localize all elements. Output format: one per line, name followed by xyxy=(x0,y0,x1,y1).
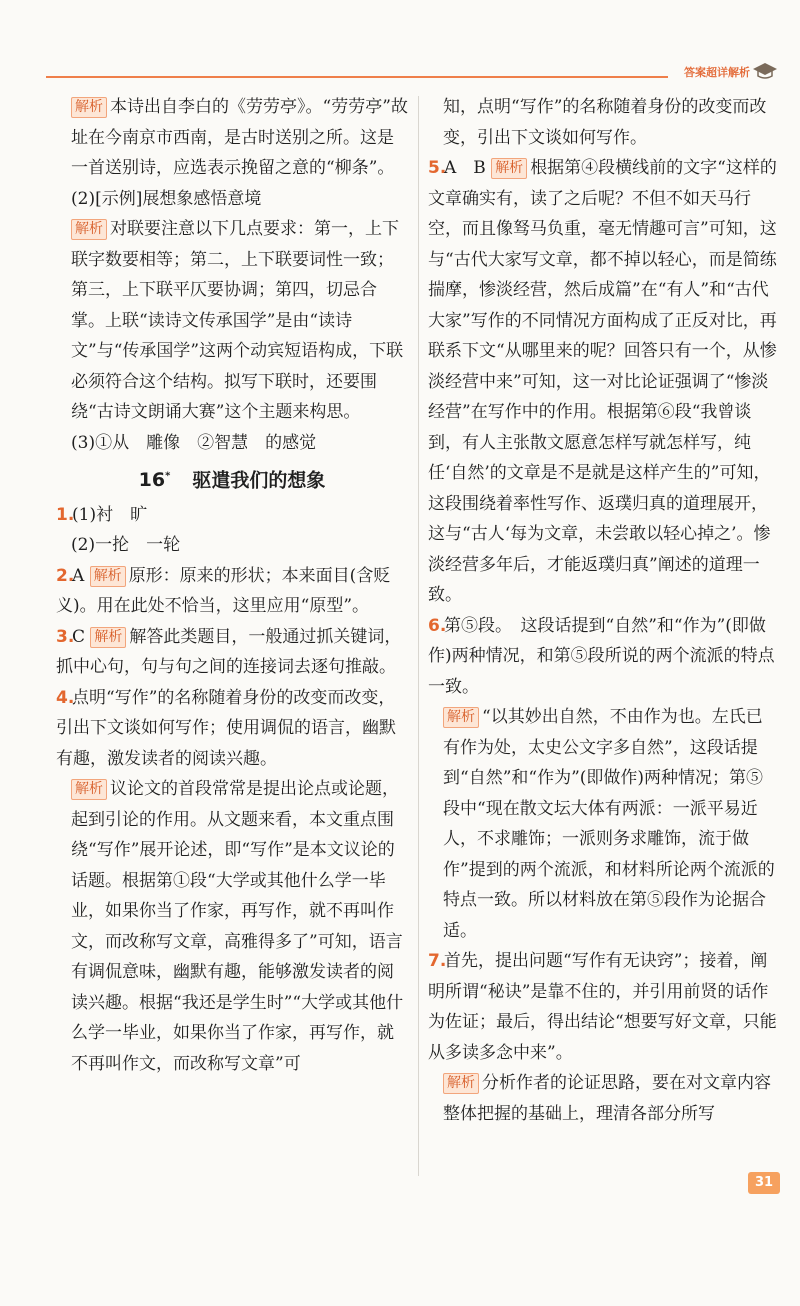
analysis-paragraph: 解析 本诗出自李白的《劳劳亭》。“劳劳亭”故址在今南京市西南，是古时送别之所。这是一首送别诗，应选表示挽留之意的“柳条”。 xyxy=(71,97,408,178)
example-answer: (2)[示例]展想象感悟意境 xyxy=(71,188,262,209)
continued-text: 知，点明“写作”的名称随着身份的改变而改变，引出下文谈如何写作。 xyxy=(443,97,767,148)
analysis-badge: 解析 xyxy=(90,566,126,587)
question-1-part-2: (2)一抡 一轮 xyxy=(71,535,181,556)
analysis-badge: 解析 xyxy=(443,707,479,728)
right-column xyxy=(428,92,778,1129)
graduation-cap-icon xyxy=(752,61,778,81)
lesson-title: 16* 驱遣我们的想象 xyxy=(138,469,326,492)
question-3: 3.C 解析 解答此类题目，一般通过抓关键词，抓中心句，句与句之间的连接词去逐句推敲。 xyxy=(56,626,402,678)
analysis-badge: 解析 xyxy=(491,158,527,179)
question-5: 5.A B 解析 根据第④段横线前的文字“这样的文章确实有，读了之后呢？不但不如天马行空，而且像驽马负重，毫无情趣可言”可知，这与“古代大家写文章，都不掉以轻心，而是简练揣摩，惨淡经营，然后成篇”在“有人”和“古代大家”写作的不同情况方面构成了正反对比，再联系下文“从哪里来的呢？回答只有一个，从惨淡经营中来”可知，这一对比论证强调了“惨淡经营”在写作中的作用。根据第⑥段“我曾谈到，有人主张散文愿意怎样写就怎样写，纯任‘自然’的文章是不是就是这样产生的”可知，这段围绕着率性写作、返璞归真的道理展开，这与“古人‘每为文章，未尝敢以轻心掉之’。惨淡经营多年后，才能返璞归真”阐述的道理一致。 xyxy=(428,158,777,605)
question-7: 7.首先，提出问题“写作有无诀窍”；接着，阐明所谓“秘诀”是靠不住的，并引用前贤的话作为佐证；最后，得出结论“想要写好文章，只能从多读多念中来”。 xyxy=(428,951,777,1063)
page-number: 31 xyxy=(748,1172,780,1194)
question-2: 2.A 解析 原形：原来的形状；本来面目(含贬义)。用在此处不恰当，这里应用“原型”。 xyxy=(56,565,391,617)
left-column xyxy=(56,92,408,1079)
analysis-paragraph: 解析 议论文的首段常常是提出论点或论题，起到引论的作用。从文题来看，本文重点围绕“写作”展开论述，即“写作”是本文议论的话题。根据第①段“大学或其他什么学一毕业，如果你当了作家，再写作，就不再叫作文，而改称写文章，高雅得多了”可知，语言有调侃意味，幽默有趣，能够激发读者的阅读兴趣。根据“我还是学生时”“大学或其他什么学一毕业，如果你当了作家，再写作，就不再叫作文，而改称写文章”可 xyxy=(71,779,404,1074)
analysis-paragraph: 解析 对联要注意以下几点要求：第一，上下联字数要相等；第二，上下联要词性一致；第三，上下联平仄要协调；第四，切忌合掌。上联“读诗文传承国学”是由“读诗文”与“传承国学”这两个动宾短语构成，下联必须符合这个结构。拟写下联时，还要围绕“古诗文朗诵大赛”这个主题来构思。 xyxy=(71,219,404,422)
analysis-badge: 解析 xyxy=(443,1073,479,1094)
header-tag: 答案超详解析 xyxy=(684,66,750,79)
question-6: 6.第⑤段。 这段话提到“自然”和“作为”(即做作)两种情况，和第⑤段所说的两个流派的特点一致。 xyxy=(428,615,775,697)
analysis-badge: 解析 xyxy=(71,779,107,800)
column-divider xyxy=(418,96,419,1176)
answer-line: (3)①从 雕像 ②智慧 的感觉 xyxy=(71,432,317,453)
analysis-badge: 解析 xyxy=(71,97,107,118)
question-1: 1.(1)衬 旷 xyxy=(56,504,148,525)
header-rule xyxy=(46,76,668,78)
analysis-paragraph: 解析 “以其妙出自然，不由作为也。左氏已有作为处，太史公文字多自然”，这段话提到“自然”和“作为”(即做作)两种情况；第⑤段中“现在散文坛大体有两派：一派平易近人，不求雕饰；一派则务求雕饰，流于做作”提到的两个流派，和材料所论两个流派的特点一致。所以材料放在第⑤段作为论据合适。 xyxy=(443,707,775,941)
page-header xyxy=(46,62,778,84)
analysis-paragraph: 解析 分析作者的论证思路，要在对文章内容整体把握的基础上，理清各部分所写 xyxy=(443,1073,771,1124)
analysis-badge: 解析 xyxy=(90,627,126,648)
question-4: 4.点明“写作”的名称随着身份的改变而改变，引出下文谈如何写作；使用调侃的语言，幽默有趣，激发读者的阅读兴趣。 xyxy=(56,687,396,769)
analysis-badge: 解析 xyxy=(71,219,107,240)
